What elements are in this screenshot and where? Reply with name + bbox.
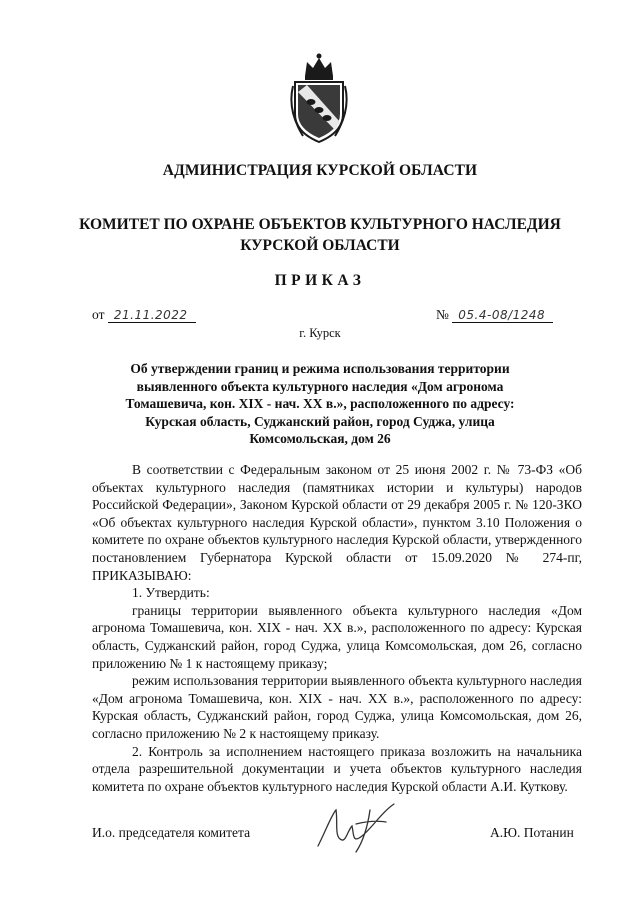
organization-title: АДМИНИСТРАЦИЯ КУРСКОЙ ОБЛАСТИ: [162, 162, 478, 179]
document-city: г. Курск: [299, 326, 341, 340]
date-value: 21.11.2022: [108, 308, 196, 323]
signer-title: И.о. председателя комитета: [92, 825, 251, 840]
body-paragraph: границы территории выявленного объекта культурного наследия «Дом агронома Томашевича, кон. XIX - нач. XX в.», расположенного по адресу: Курская область, Суджанский район, город Суджа, улица Комсомольская, дом 26, согласно приложению № 1 к настоящему приказу;: [92, 602, 582, 671]
document-subject: Об утверждении границ и режима использования территории выявленного объекта культурного наследия «Дом агронома Томашевича, кон. XIX - нач. XX в.», расположенного по адресу: Курская область, Суджанский район, город Суджа, улица Комсомольская, дом 26: [125, 361, 515, 447]
body-paragraph: 2. Контроль за исполнением настоящего приказа возложить на начальника отдела разрешительной документации и учета объектов культурного наследия комитета по охране объектов культурного наследия Курской области А.И. Куткову.: [92, 743, 582, 794]
document-number: [436, 307, 553, 323]
document-date: [92, 307, 196, 323]
number-prefix: №: [436, 307, 449, 322]
coat-of-arms-icon: [285, 52, 353, 144]
date-prefix: от: [92, 307, 105, 322]
body-paragraph: режим использования территории выявленного объекта культурного наследия «Дом агронома Томашевича, кон. XIX - нач. XX в.», расположенного по адресу: Курская область, Суджанский район, город Суджа, улица Комсомольская, дом 26, согласно приложению № 2 к настоящему приказу.: [92, 673, 582, 741]
signer-name: А.Ю. Потанин: [490, 825, 574, 840]
document-type: ПРИКАЗ: [274, 272, 366, 289]
handwritten-signature-icon: [312, 800, 408, 856]
committee-title: [60, 214, 580, 256]
committee-title-line1: КОМИТЕТ ПО ОХРАНЕ ОБЪЕКТОВ КУЛЬТУРНОГО НАСЛЕДИЯ: [79, 216, 561, 233]
committee-title-line2: КУРСКОЙ ОБЛАСТИ: [240, 237, 400, 254]
document-body: [92, 461, 582, 795]
body-paragraph: 1. Утвердить:: [132, 585, 210, 601]
number-value: 05.4-08/1248: [452, 308, 553, 323]
body-paragraph: В соответствии с Федеральным законом от 25 июня 2002 г. № 73-ФЗ «Об объектах культурного наследия (памятниках истории и культуры) народов Российской Федерации», Законом Курской области от 29 декабря 2005 г. № 120-ЗКО «Об объектах культурного наследия Курской области», пунктом 3.10 Положения о комитете по охране объектов культурного наследия Курской области, утвержденного постановлением Губернатора Курской области от 15.09.2020 № 274-пг, ПРИКАЗЫВАЮ:: [92, 462, 582, 583]
